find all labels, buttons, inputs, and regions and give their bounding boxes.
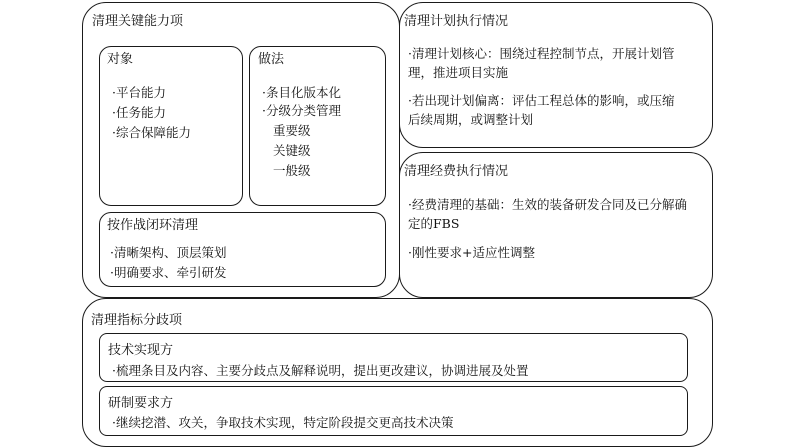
method-item: ·条目化版本化 <box>262 85 341 100</box>
tech-side-text: ·梳理条目及内容、主要分歧点及解释说明，提出更改建议，协调进展及处置 <box>112 363 529 378</box>
object-title: 对象 <box>107 52 134 67</box>
funding-adjust-text: ·刚性要求+适应性调整 <box>408 245 535 260</box>
method-title: 做法 <box>258 52 285 67</box>
req-side-title: 研制要求方 <box>108 396 174 411</box>
req-side-text: ·继续挖潜、攻关，争取技术实现，特定阶段提交更高技术决策 <box>112 415 454 430</box>
method-subitem: 一般级 <box>273 163 311 178</box>
object-item: ·平台能力 <box>112 85 166 100</box>
capability-title: 清理关键能力项 <box>92 14 184 29</box>
method-box <box>249 46 386 206</box>
tech-side-title: 技术实现方 <box>108 343 174 358</box>
method-subitem: 关键级 <box>273 143 311 158</box>
closed-loop-item: ·明确要求、牵引研发 <box>110 265 227 280</box>
method-subitem: 重要级 <box>273 123 311 138</box>
funding-basis-text: ·经费清理的基础：生效的装备研发合同及已分解确定的FBS <box>408 197 687 231</box>
plan-deviation-text: ·若出现计划偏离：评估工程总体的影响，或压缩后续周期，或调整计划 <box>408 93 675 127</box>
plan-title: 清理计划执行情况 <box>404 14 509 29</box>
funding-title: 清理经费执行情况 <box>404 164 509 179</box>
closed-loop-item: ·清晰架构、顶层策划 <box>110 245 227 260</box>
divergence-title: 清理指标分歧项 <box>91 313 183 328</box>
plan-core-text: ·清理计划核心：围绕过程控制节点，开展计划管理，推进项目实施 <box>408 46 675 80</box>
method-item: ·分级分类管理 <box>262 103 341 118</box>
object-item: ·综合保障能力 <box>112 125 191 140</box>
object-item: ·任务能力 <box>112 105 166 120</box>
closed-loop-title: 按作战闭环清理 <box>107 218 199 233</box>
